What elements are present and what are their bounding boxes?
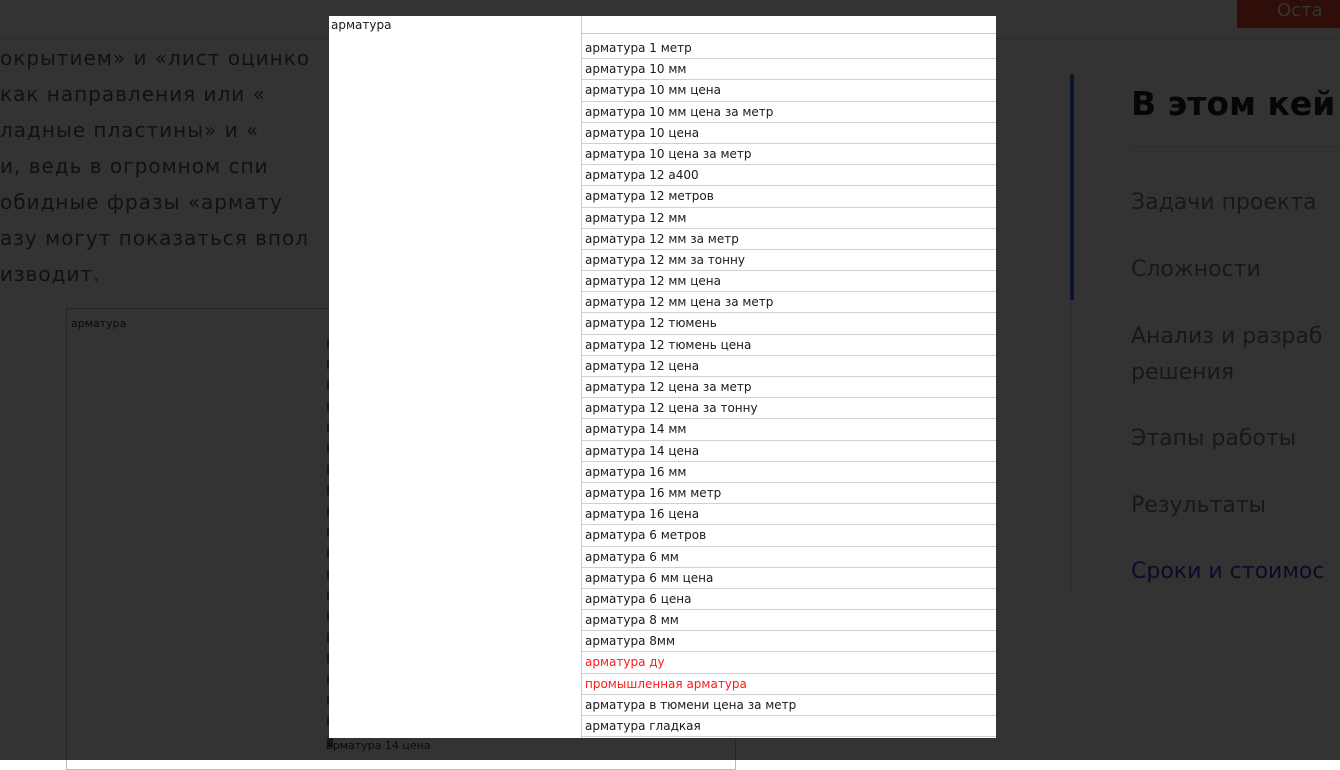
sheet-row: арматура 10 цена <box>582 123 996 144</box>
sheet-row: арматура 12 мм цена <box>582 271 996 292</box>
sheet-row: арматура 6 мм <box>582 547 996 568</box>
sheet-row: арматура 6 мм цена <box>582 568 996 589</box>
sheet-row: арматура 8 мм <box>582 610 996 631</box>
sheet-row: промышленная арматура <box>582 674 996 695</box>
sheet-row: арматура 14 мм <box>582 419 996 440</box>
sheet-row: арматура 12 а400 <box>582 165 996 186</box>
sheet-row: арматура 16 мм <box>582 462 996 483</box>
sheet-row: арматура 16 мм метр <box>582 483 996 504</box>
sheet-row: арматура 12 мм за метр <box>582 229 996 250</box>
sheet-row: арматура 6 метров <box>582 525 996 546</box>
sheet-row: арматура 10 мм <box>582 59 996 80</box>
sheet-row: арматура 10 цена за метр <box>582 144 996 165</box>
sheet-row: арматура 12 мм <box>582 208 996 229</box>
sheet-row: арматура 1 метр <box>582 38 996 59</box>
sheet-row: арматура ду <box>582 652 996 673</box>
sheet-row: арматура 8мм <box>582 631 996 652</box>
sheet-row: арматура 12 цена за метр <box>582 377 996 398</box>
sheet-row: арматура 12 мм цена за метр <box>582 292 996 313</box>
sheet-row: арматура 10 мм цена за метр <box>582 102 996 123</box>
sheet-header-cell: арматура <box>331 18 392 32</box>
sheet-column-a <box>329 16 582 738</box>
sheet-row: арматура 12 тюмень <box>582 313 996 334</box>
sheet-column-b <box>582 16 996 737</box>
sheet-row: арматура 12 тюмень цена <box>582 335 996 356</box>
sheet-empty-cell <box>582 16 996 34</box>
sheet-row: арматура 16 цена <box>582 504 996 525</box>
sheet-row: арматура 12 мм за тонну <box>582 250 996 271</box>
lightbox-image[interactable] <box>329 16 996 738</box>
sheet-row: арматура 12 цена за тонну <box>582 398 996 419</box>
sheet-row: арматура 14 цена <box>582 441 996 462</box>
sheet-row: арматура 12 метров <box>582 186 996 207</box>
sheet-row: арматура в тюмени цена за метр <box>582 695 996 716</box>
sheet-row: арматура 10 мм цена <box>582 80 996 101</box>
sheet-row: арматура гладкая <box>582 716 996 737</box>
sheet-row: арматура 6 цена <box>582 589 996 610</box>
sheet-row: арматура 12 цена <box>582 356 996 377</box>
